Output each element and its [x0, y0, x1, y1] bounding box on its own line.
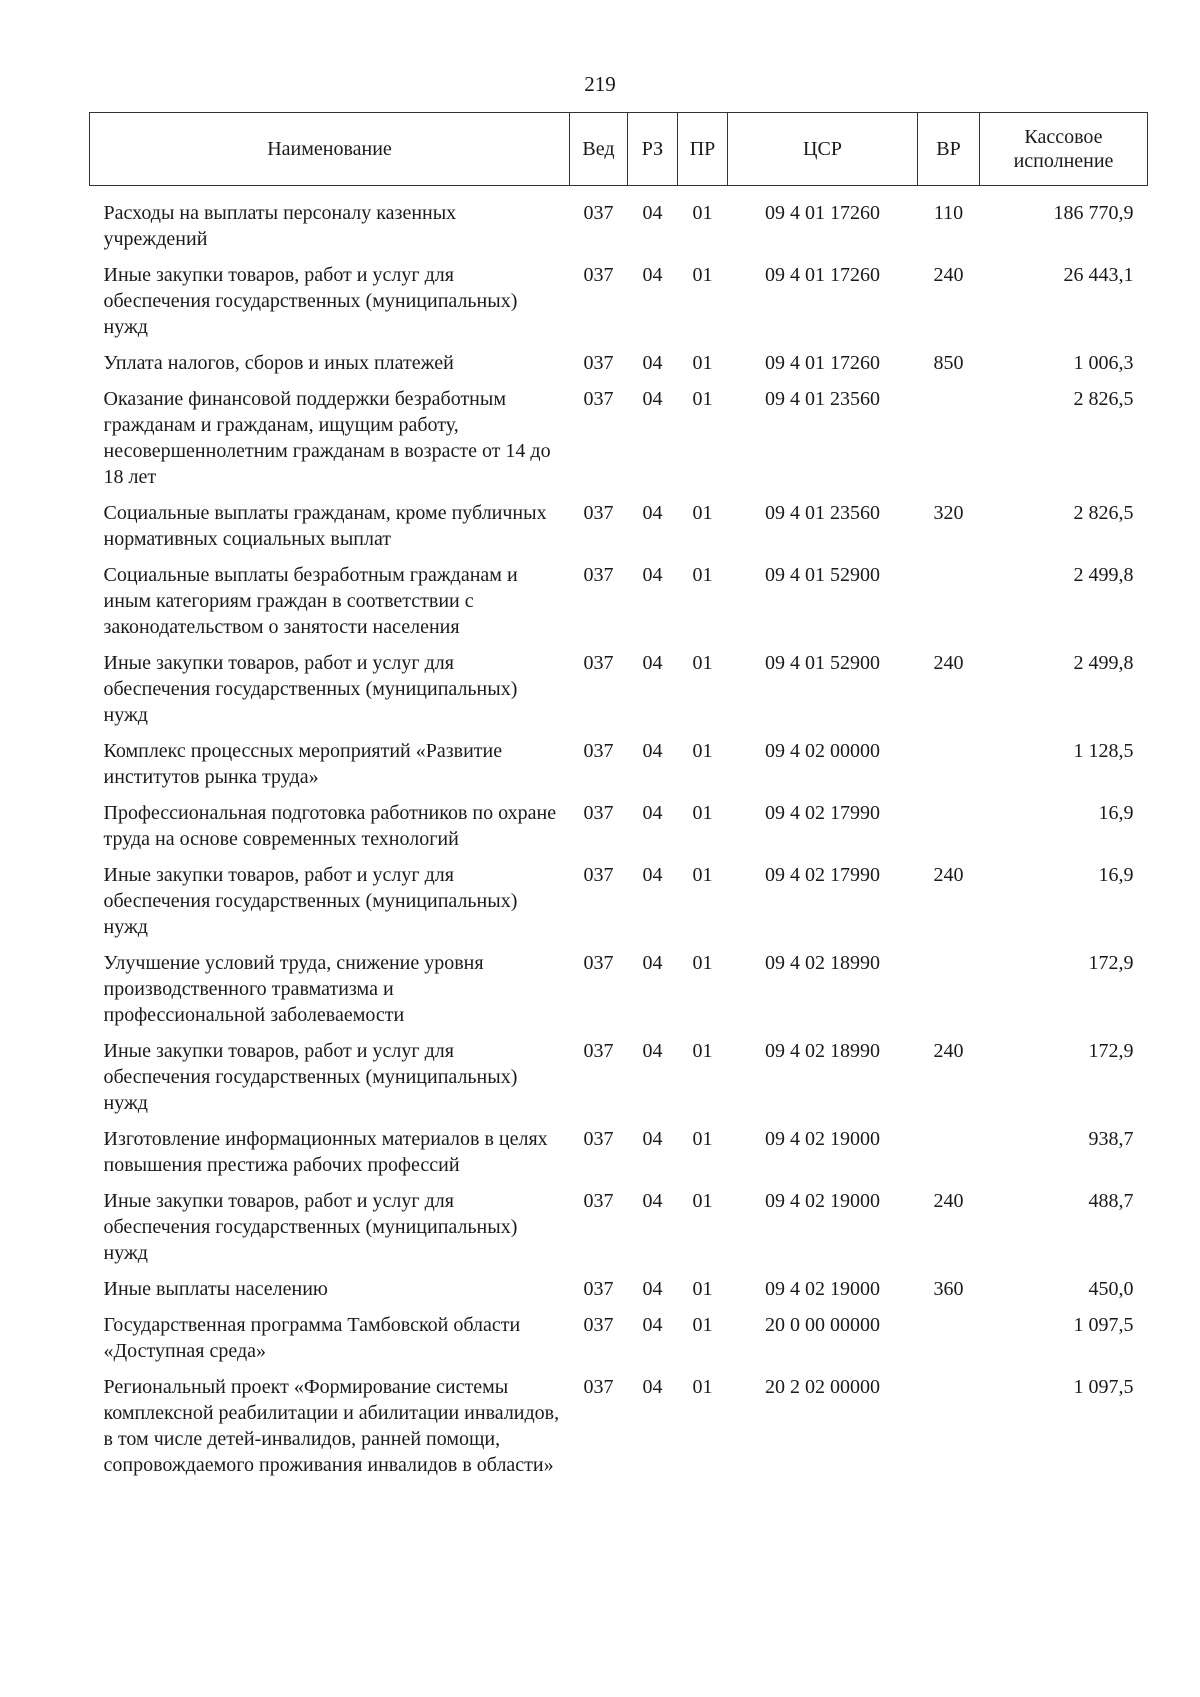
row-vr: 240: [933, 1190, 964, 1212]
row-rz: 04: [642, 1040, 663, 1062]
row-amount: 16,9: [1098, 864, 1134, 886]
row-pr: 01: [692, 388, 713, 410]
row-rz: 04: [642, 864, 663, 886]
table-row: [90, 944, 1148, 1032]
row-pr: 01: [692, 1128, 713, 1150]
row-amount: 450,0: [1088, 1278, 1134, 1300]
table-row: [90, 380, 1148, 494]
row-amount: 1 097,5: [1073, 1376, 1134, 1398]
row-vr: [918, 794, 980, 856]
header-pr: ПР: [678, 113, 728, 186]
row-pr: 01: [692, 202, 713, 224]
budget-table: [89, 112, 1148, 1482]
row-name: Оказание финансовой поддержки безработным гражданам и гражданам, ищущим работу, несовершеннолетним гражданам в возрасте от 14 до 18 лет: [103, 388, 551, 488]
row-csr: 09 4 01 23560: [765, 388, 880, 410]
row-rz: 04: [642, 652, 663, 674]
row-rz: 04: [642, 740, 663, 762]
row-pr: 01: [692, 352, 713, 374]
table-row: [90, 1368, 1148, 1482]
row-rz: 04: [642, 952, 663, 974]
row-name: Улучшение условий труда, снижение уровня производственного травматизма и профессиональной заболеваемости: [103, 952, 484, 1026]
table-header-row: [90, 113, 1148, 186]
row-amount: 1 006,3: [1073, 352, 1134, 374]
row-vr: [918, 556, 980, 644]
row-vr: 360: [933, 1278, 964, 1300]
row-pr: 01: [692, 502, 713, 524]
row-name: Государственная программа Тамбовской области «Доступная среда»: [103, 1314, 521, 1362]
row-rz: 04: [642, 1314, 663, 1336]
row-amount: 2 826,5: [1073, 502, 1134, 524]
row-name: Региональный проект «Формирование системы комплексной реабилитации и абилитации инвалидов, в том числе детей-инвалидов, ранней помощи, сопровождаемого проживания инвалидов в области»: [103, 1376, 560, 1476]
row-name: Уплата налогов, сборов и иных платежей: [103, 352, 454, 374]
row-ved: 037: [583, 1376, 614, 1398]
row-vr: [918, 944, 980, 1032]
row-pr: 01: [692, 1376, 713, 1398]
row-amount: 2 499,8: [1073, 652, 1134, 674]
table-row: [90, 794, 1148, 856]
table-row: [90, 186, 1148, 257]
table-row: [90, 644, 1148, 732]
table-row: [90, 1182, 1148, 1270]
row-name: Расходы на выплаты персоналу казенных учреждений: [103, 202, 457, 250]
row-pr: 01: [692, 564, 713, 586]
row-name: Комплекс процессных мероприятий «Развитие институтов рынка труда»: [103, 740, 503, 788]
row-vr: [918, 732, 980, 794]
row-amount: 2 499,8: [1073, 564, 1134, 586]
table-row: [90, 1270, 1148, 1306]
row-pr: 01: [692, 740, 713, 762]
row-ved: 037: [583, 1040, 614, 1062]
row-csr: 09 4 02 17990: [765, 802, 880, 824]
row-ved: 037: [583, 952, 614, 974]
row-rz: 04: [642, 502, 663, 524]
row-ved: 037: [583, 1190, 614, 1212]
row-name: Иные закупки товаров, работ и услуг для обеспечения государственных (муниципальных) нужд: [103, 652, 518, 726]
row-amount: 172,9: [1088, 952, 1134, 974]
table-row: [90, 344, 1148, 380]
row-rz: 04: [642, 202, 663, 224]
row-rz: 04: [642, 1128, 663, 1150]
row-vr: 240: [933, 864, 964, 886]
table-row: [90, 732, 1148, 794]
row-name: Иные закупки товаров, работ и услуг для обеспечения государственных (муниципальных) нужд: [103, 1190, 518, 1264]
row-csr: 09 4 01 17260: [765, 202, 880, 224]
row-ved: 037: [583, 1278, 614, 1300]
row-vr: 240: [933, 1040, 964, 1062]
header-ved: Вед: [570, 113, 628, 186]
row-rz: 04: [642, 1190, 663, 1212]
row-csr: 09 4 01 23560: [765, 502, 880, 524]
row-amount: 1 128,5: [1073, 740, 1134, 762]
row-csr: 09 4 01 17260: [765, 264, 880, 286]
table-row: [90, 494, 1148, 556]
table-row: [90, 856, 1148, 944]
row-rz: 04: [642, 1278, 663, 1300]
row-ved: 037: [583, 388, 614, 410]
row-csr: 09 4 02 00000: [765, 740, 880, 762]
row-name: Иные закупки товаров, работ и услуг для обеспечения государственных (муниципальных) нужд: [103, 864, 518, 938]
row-ved: 037: [583, 1314, 614, 1336]
row-ved: 037: [583, 352, 614, 374]
row-ved: 037: [583, 502, 614, 524]
row-amount: 1 097,5: [1073, 1314, 1134, 1336]
row-amount: 488,7: [1088, 1190, 1134, 1212]
row-ved: 037: [583, 802, 614, 824]
row-ved: 037: [583, 202, 614, 224]
row-name: Социальные выплаты безработным гражданам и иным категориям граждан в соответствии с законодательством о занятости населения: [103, 564, 518, 638]
row-pr: 01: [692, 952, 713, 974]
row-ved: 037: [583, 864, 614, 886]
row-ved: 037: [583, 652, 614, 674]
table-row: [90, 1306, 1148, 1368]
row-rz: 04: [642, 1376, 663, 1398]
row-name: Изготовление информационных материалов в целях повышения престижа рабочих профессий: [103, 1128, 548, 1176]
row-amount: 186 770,9: [1053, 202, 1134, 224]
row-pr: 01: [692, 1314, 713, 1336]
table-row: [90, 556, 1148, 644]
row-vr: 240: [933, 264, 964, 286]
row-csr: 09 4 01 17260: [765, 352, 880, 374]
row-name: Иные закупки товаров, работ и услуг для обеспечения государственных (муниципальных) нужд: [103, 264, 518, 338]
row-csr: 09 4 01 52900: [765, 564, 880, 586]
row-amount: 16,9: [1098, 802, 1134, 824]
row-csr: 09 4 02 18990: [765, 952, 880, 974]
row-csr: 20 0 00 00000: [765, 1314, 880, 1336]
row-csr: 09 4 01 52900: [765, 652, 880, 674]
row-vr: 320: [933, 502, 964, 524]
row-csr: 09 4 02 19000: [765, 1128, 880, 1150]
row-vr: [918, 1120, 980, 1182]
row-csr: 09 4 02 19000: [765, 1278, 880, 1300]
row-csr: 09 4 02 17990: [765, 864, 880, 886]
table-row: [90, 1120, 1148, 1182]
row-rz: 04: [642, 352, 663, 374]
row-vr: [918, 380, 980, 494]
row-amount: 2 826,5: [1073, 388, 1134, 410]
header-vr: ВР: [918, 113, 980, 186]
row-name: Профессиональная подготовка работников по охране труда на основе современных технологий: [103, 802, 557, 850]
row-ved: 037: [583, 740, 614, 762]
row-vr: [918, 1306, 980, 1368]
header-name: Наименование: [90, 113, 570, 186]
row-vr: 850: [933, 352, 964, 374]
row-vr: 110: [933, 202, 964, 224]
row-csr: 20 2 02 00000: [765, 1376, 880, 1398]
row-rz: 04: [642, 264, 663, 286]
row-ved: 037: [583, 564, 614, 586]
row-name: Социальные выплаты гражданам, кроме публичных нормативных социальных выплат: [103, 502, 547, 550]
row-amount: 938,7: [1088, 1128, 1134, 1150]
row-pr: 01: [692, 802, 713, 824]
row-vr: 240: [933, 652, 964, 674]
row-name: Иные выплаты населению: [103, 1278, 328, 1300]
row-amount: 172,9: [1088, 1040, 1134, 1062]
row-csr: 09 4 02 19000: [765, 1190, 880, 1212]
header-amount: Кассовое исполнение: [980, 113, 1148, 186]
row-ved: 037: [583, 264, 614, 286]
header-rz: РЗ: [628, 113, 678, 186]
row-rz: 04: [642, 802, 663, 824]
page-number: 219: [584, 72, 616, 96]
table-row: [90, 1032, 1148, 1120]
row-pr: 01: [692, 264, 713, 286]
row-ved: 037: [583, 1128, 614, 1150]
row-csr: 09 4 02 18990: [765, 1040, 880, 1062]
row-pr: 01: [692, 864, 713, 886]
row-pr: 01: [692, 1040, 713, 1062]
row-name: Иные закупки товаров, работ и услуг для обеспечения государственных (муниципальных) нужд: [103, 1040, 518, 1114]
row-rz: 04: [642, 388, 663, 410]
row-vr: [918, 1368, 980, 1482]
row-pr: 01: [692, 1278, 713, 1300]
header-csr: ЦСР: [728, 113, 918, 186]
row-rz: 04: [642, 564, 663, 586]
table-row: [90, 256, 1148, 344]
row-pr: 01: [692, 1190, 713, 1212]
row-amount: 26 443,1: [1063, 264, 1134, 286]
row-pr: 01: [692, 652, 713, 674]
